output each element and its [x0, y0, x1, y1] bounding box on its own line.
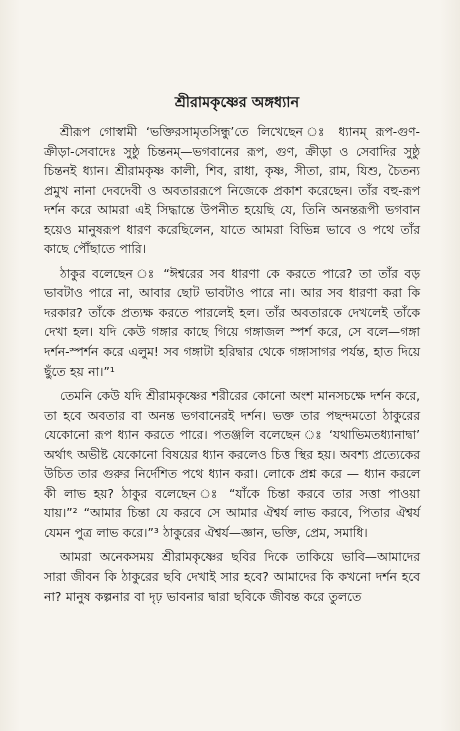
page-title: শ্রীরামকৃষ্ণের অঙ্গধ্যান: [174, 95, 300, 111]
paragraph-4: আমরা অনেকসময় শ্রীরামকৃষ্ণের ছবির দিকে তাকিয়ে ভাবি—আমাদের সারা জীবন কি ঠাকুরের ছবি দেখাই সার হবে? আমাদের কি কখনো দর্শন হবে না? মানুষ কল্পনার বা দৃঢ় ভাবনার দ্বারা ছবিকে জীবন্ত করে তুলতে: [44, 550, 420, 604]
paragraph-3: তেমনি কেউ যদি শ্রীরামকৃষ্ণের শরীরের কোনো অংশ মানসচক্ষে দর্শন করে, তা হবে অবতার বা অনন্ত ভগবানেরই দর্শন। ভক্ত তার পছন্দমতো ঠাকুরের যেকোনো রূপ ধ্যান করতে পারে। পতঞ্জলি বলেছেন ঃ ‘যথাভিমতধ্যানাদ্বা’ অর্থাৎ অভীষ্ট যেকোনো বিষয়ের ধ্যান করলেও চিত্ত স্থির হয়। অবশ্য প্রত্যেকের উচিত তার গুরুর নির্দেশিত পথে ধ্যান করা। লোকে প্রশ্ন করে — ধ্যান করলে কী লাভ হয়? ঠাকুর বলেছেন ঃ “যাঁকে চিন্তা করবে তার সত্তা পাওয়া যায়।”² “আমার চিন্তা যে করবে সে আমার ঐশ্বর্য লাভ করবে, পিতার ঐশ্বর্য যেমন পুত্র লাভ করে।”³ ঠাকুরের ঐশ্বর্য—জ্ঞান, ভক্তি, প্রেম, সমাধি।: [44, 389, 420, 540]
paragraph-1: শ্রীরূপ গোস্বামী ‘ভক্তিরসামৃতসিন্ধু’তে লিখেছেন ঃ ধ্যানম্ রূপ-গুণ-ক্রীড়া-সেবাদেঃ সুষ্ঠু চিন্তনম্—ভগবানের রূপ, গুণ, ক্রীড়া ও সেবাদির সুষ্ঠু চিন্তনই ধ্যান। শ্রীরামকৃষ্ণ কালী, শিব, রাধা, কৃষ্ণ, সীতা, রাম, যিশু, চৈতন্য প্রমুখ নানা দেবদেবী ও অবতাররূপে নিজেকে প্রকাশ করেছেন। তাঁর বহু-রূপ দর্শন করে আমরা এই সিদ্ধান্তে উপনীত হয়েছি যে, তিনি অনন্তরূপী ভগবান হয়েও মানুষরূপ ধারণ করেছিলেন, যাতে আমরা বিভিন্ন ভাবে ও পথে তাঁর কাছে পৌঁছাতে পারি।: [44, 125, 420, 257]
paragraph-2: ঠাকুর বলেছেন ঃ “ঈশ্বরের সব ধারণা কে করতে পারে? তা তাঁর বড় ভাবটাও পারে না, আবার ছোট ভাবটাও পারে না। আর সব ধারণা করা কি দরকার? তাঁকে প্রত্যক্ষ করতে পারলেই হল। তাঁর অবতারকে দেখলেই তাঁকে দেখা হল। যদি কেউ গঙ্গার কাছে গিয়ে গঙ্গাজল স্পর্শ করে, সে বলে—গঙ্গা দর্শন-স্পর্শন করে এলুম! সব গঙ্গাটা হরিদ্বার থেকে গঙ্গাসাগর পর্যন্ত, হাত দিয়ে ছুঁতে হয় না।”¹: [44, 266, 420, 379]
